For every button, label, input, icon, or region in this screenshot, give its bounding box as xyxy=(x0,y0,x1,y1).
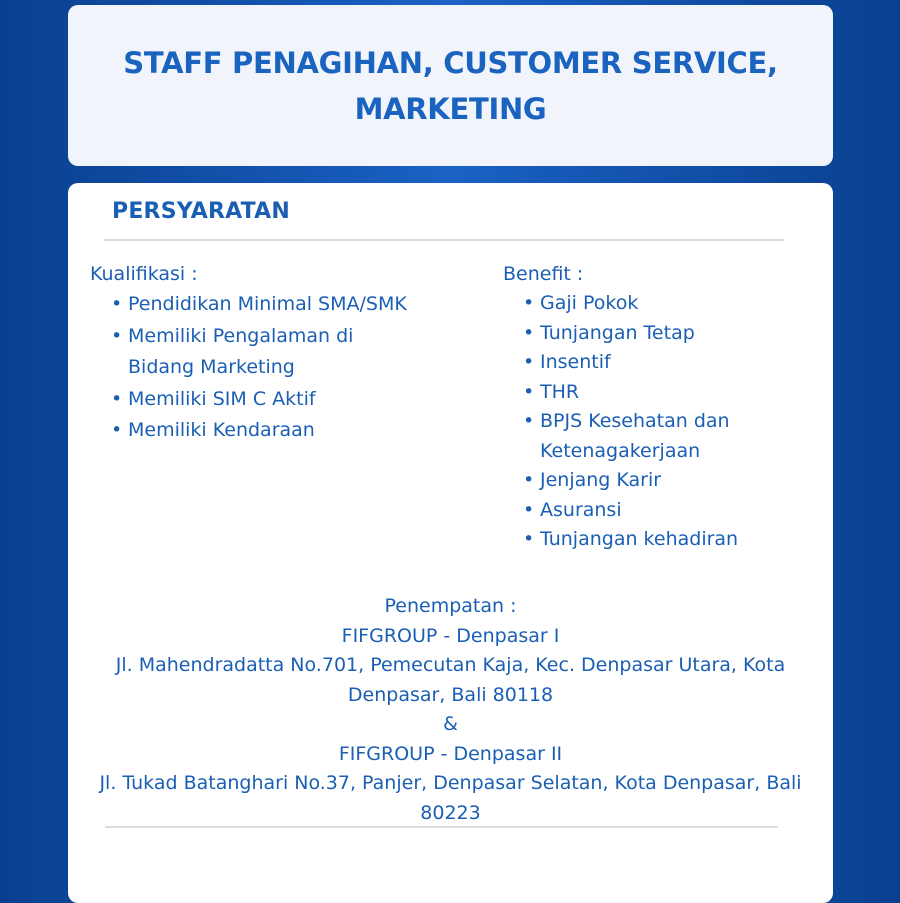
office-2-name: FIFGROUP - Denpasar II xyxy=(338,742,563,765)
list-item xyxy=(90,321,410,384)
qualifications-label: Kualifikasi : xyxy=(90,263,198,285)
bullet-icon: • xyxy=(523,292,535,314)
placement-label: Penempatan : xyxy=(384,595,517,617)
bullet-icon: • xyxy=(523,469,535,491)
qualifications-column xyxy=(90,259,410,447)
bullet-icon: • xyxy=(523,410,535,432)
footer-divider xyxy=(105,826,778,828)
benefits-list xyxy=(503,289,823,555)
bullet-icon: • xyxy=(523,351,535,373)
office-1-address: Jl. Mahendradatta No.701, Pemecutan Kaja, Kec. Denpasar Utara, Kota Denpasar, Bali 80118 xyxy=(115,654,786,706)
office-2-address: Jl. Tukad Batanghari No.37, Panjer, Denpasar Selatan, Kota Denpasar, Bali 80223 xyxy=(99,772,802,824)
bullet-icon: • xyxy=(111,387,123,410)
bullet-icon: • xyxy=(111,419,123,441)
list-item-text: Insentif xyxy=(540,351,611,373)
heading-divider xyxy=(104,239,784,241)
list-item xyxy=(90,384,410,416)
list-item-text: Tunjangan Tetap xyxy=(540,321,695,344)
list-item-text: Memiliki Pengalaman di Bidang Marketing xyxy=(128,324,354,378)
list-item xyxy=(90,415,410,447)
list-item xyxy=(503,525,823,555)
list-item xyxy=(503,348,823,378)
list-item-text: Memiliki Kendaraan xyxy=(128,419,315,441)
section-heading: PERSYARATAN xyxy=(112,199,290,224)
bullet-icon: • xyxy=(111,293,123,315)
list-item-text: Tunjangan kehadiran xyxy=(540,528,739,550)
list-item-text: Memiliki SIM C Aktif xyxy=(128,387,316,410)
placement-section xyxy=(88,592,813,828)
list-item xyxy=(503,378,823,408)
list-item xyxy=(503,496,823,526)
bullet-icon: • xyxy=(523,321,535,344)
list-item xyxy=(90,289,410,321)
benefits-label: Benefit : xyxy=(503,263,584,285)
placement-separator: & xyxy=(443,713,458,735)
bullet-icon: • xyxy=(523,498,535,521)
requirements-card xyxy=(68,183,833,903)
list-item xyxy=(503,289,823,319)
list-item-text: Jenjang Karir xyxy=(540,469,662,491)
list-item-text: Gaji Pokok xyxy=(540,292,639,314)
bullet-icon: • xyxy=(523,528,535,550)
qualifications-list xyxy=(90,289,410,447)
job-title: STAFF PENAGIHAN, CUSTOMER SERVICE, MARKETING xyxy=(123,45,778,126)
list-item xyxy=(503,407,823,466)
bullet-icon: • xyxy=(111,324,123,347)
list-item-text: Asuransi xyxy=(540,498,622,521)
list-item-text: THR xyxy=(540,380,580,403)
list-item-text: BPJS Kesehatan dan Ketenagakerjaan xyxy=(540,410,730,462)
list-item xyxy=(503,319,823,349)
job-title-card xyxy=(68,5,833,166)
bullet-icon: • xyxy=(523,380,535,403)
list-item-text: Pendidikan Minimal SMA/SMK xyxy=(128,293,407,315)
office-1-name: FIFGROUP - Denpasar I xyxy=(341,624,560,647)
list-item xyxy=(503,466,823,496)
benefits-column xyxy=(503,259,823,555)
